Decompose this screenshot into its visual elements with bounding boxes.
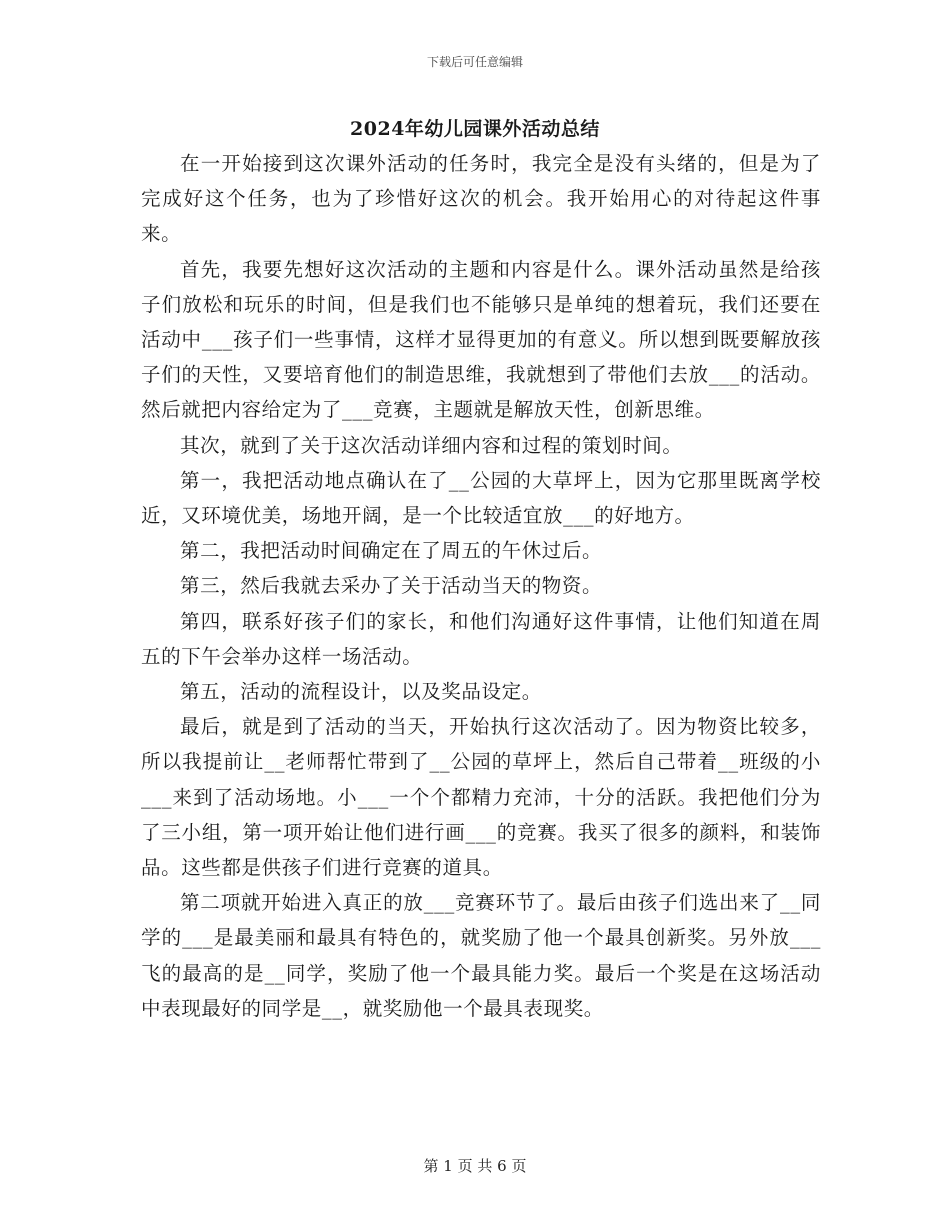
paragraph-3: 其次，就到了关于这次活动详细内容和过程的策划时间。 bbox=[180, 433, 683, 457]
paragraph-2: 首先，我要先想好这次活动的主题和内容是什么。课外活动虽然是给孩子们放松和玩乐的时间，但是我们也不能够只是单纯的想着玩，我们还要在活动中___孩子们一些事情，这样才显得更加的有意义。所以想到既要解放孩子们的天性，又要培育他们的制造思维，我就想到了带他们去放___的活动。然后就把内容给定为了___竞赛，主题就是解放天性，创新思维。 bbox=[141, 257, 821, 422]
paragraph-7: 第四，联系好孩子们的家长，和他们沟通好这件事情，让他们知道在周五的下午会举办这样一场活动。 bbox=[141, 609, 821, 668]
header-note: 下载后可任意编辑 bbox=[426, 55, 523, 69]
paragraph-6: 第三，然后我就去采办了关于活动当天的物资。 bbox=[180, 574, 603, 598]
page-number: 第 1 页 共 6 页 bbox=[423, 1157, 527, 1175]
document-body bbox=[141, 146, 821, 1026]
paragraph-10: 第二项就开始进入真正的放___竞赛环节了。最后由孩子们选出来了__同学的___是最美丽和最具有特色的，就奖励了他一个最具创新奖。另外放___飞的最高的是__同学，奖励了他一个最具能力奖。最后一个奖是在这场活动中表现最好的同学是__，就奖励他一个最具表现奖。 bbox=[141, 891, 821, 1020]
paragraph-4: 第一，我把活动地点确认在了__公园的大草坪上，因为它那里既离学校近，又环境优美，场地开阔，是一个比较适宜放___的好地方。 bbox=[141, 468, 821, 528]
paragraph-1: 在一开始接到这次课外活动的任务时，我完全是没有头绪的，但是为了完成好这个任务，也为了珍惜好这次的机会。我开始用心的对待起这件事来。 bbox=[141, 152, 821, 246]
paragraph-9: 最后，就是到了活动的当天，开始执行这次活动了。因为物资比较多，所以我提前让__老师帮忙带到了__公园的草坪上，然后自己带着__班级的小___来到了活动场地。小___一个个都精力充沛，十分的活跃。我把他们分为了三小组，第一项开始让他们进行画___的竞赛。我买了很多的颜料，和装饰品。这些都是供孩子们进行竞赛的道具。 bbox=[141, 715, 821, 880]
paragraph-5: 第二，我把活动时间确定在了周五的午休过后。 bbox=[180, 539, 603, 563]
document-title: 2024年幼儿园课外活动总结 bbox=[350, 118, 600, 140]
paragraph-8: 第五，活动的流程设计，以及奖品设定。 bbox=[180, 680, 542, 704]
